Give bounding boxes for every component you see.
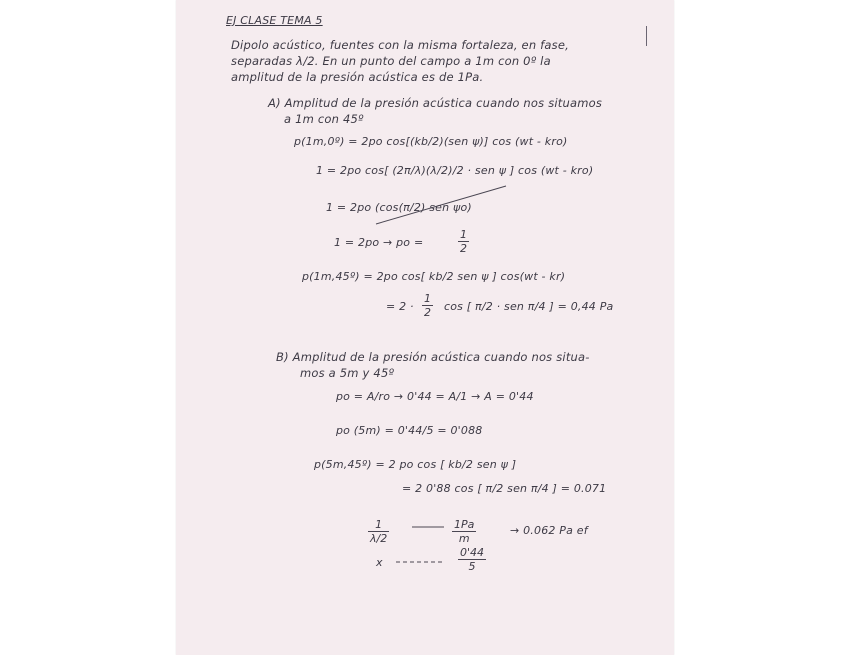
fraction-numerator: 1	[368, 518, 389, 532]
fraction-numerator: 1Pa	[454, 518, 475, 531]
part-a-equation-1: p(1m,0º) = 2po cos[(kb/2)(sen ψ)] cos (wt - kro)	[294, 135, 568, 148]
part-a-equation-5: p(1m,45º) = 2po cos[ kb/2 sen ψ ] cos(wt - kr)	[302, 270, 566, 283]
fraction-denominator: 5	[468, 560, 476, 573]
rule-result: → 0.062 Pa ef	[510, 524, 588, 537]
rule-unknown: x	[376, 556, 383, 569]
part-b-equation-3: p(5m,45º) = 2 po cos [ kb/2 sen ψ ]	[314, 458, 517, 471]
intro-line-3: amplitud de la presión acústica es de 1Pa.	[231, 70, 484, 84]
fraction-denominator: m	[458, 532, 470, 545]
fraction-numerator: 1	[460, 228, 467, 241]
part-a-heading-2: a 1m con 45º	[284, 112, 364, 126]
fraction-numerator: 0'44	[460, 546, 485, 559]
part-b-heading-2: mos a 5m y 45º	[300, 366, 395, 380]
part-b-equation-1: po = A/ro → 0'44 = A/1 → A = 0'44	[336, 390, 534, 403]
part-a-equation-6-left: = 2 ·	[386, 300, 414, 313]
intro-line-2: separadas λ/2. En un punto del campo a 1m con 0º la	[231, 54, 551, 68]
part-b-heading-1: B) Amplitud de la presión acústica cuando nos situa-	[276, 350, 590, 364]
part-a-heading-1: A) Amplitud de la presión acústica cuando nos situamos	[268, 96, 603, 110]
fraction-denominator: 2	[460, 242, 467, 255]
fraction-numerator: 1	[424, 292, 431, 305]
part-a-equation-3: 1 = 2po (cos(π/2) sen ψo)	[326, 201, 472, 214]
notebook-page	[176, 0, 674, 655]
fraction-denominator: λ/2	[370, 532, 388, 545]
page-title: EJ CLASE TEMA 5	[226, 14, 323, 27]
intro-line-1: Dipolo acústico, fuentes con la misma fortaleza, en fase,	[231, 38, 569, 52]
part-a-equation-4: 1 = 2po → po =	[334, 236, 424, 249]
part-a-equation-2: 1 = 2po cos[ (2π/λ)(λ/2)/2 · sen ψ ] cos (wt - kro)	[316, 164, 594, 177]
part-b-equation-4: = 2 0'88 cos [ π/2 sen π/4 ] = 0.071	[402, 482, 607, 495]
part-b-equation-2: po (5m) = 0'44/5 = 0'088	[336, 424, 483, 437]
fraction-denominator: 2	[424, 306, 431, 319]
handwritten-strokes	[176, 0, 674, 655]
part-a-equation-6-right: cos [ π/2 · sen π/4 ] = 0,44 Pa	[444, 300, 614, 313]
crossed-out-stroke	[376, 186, 506, 224]
